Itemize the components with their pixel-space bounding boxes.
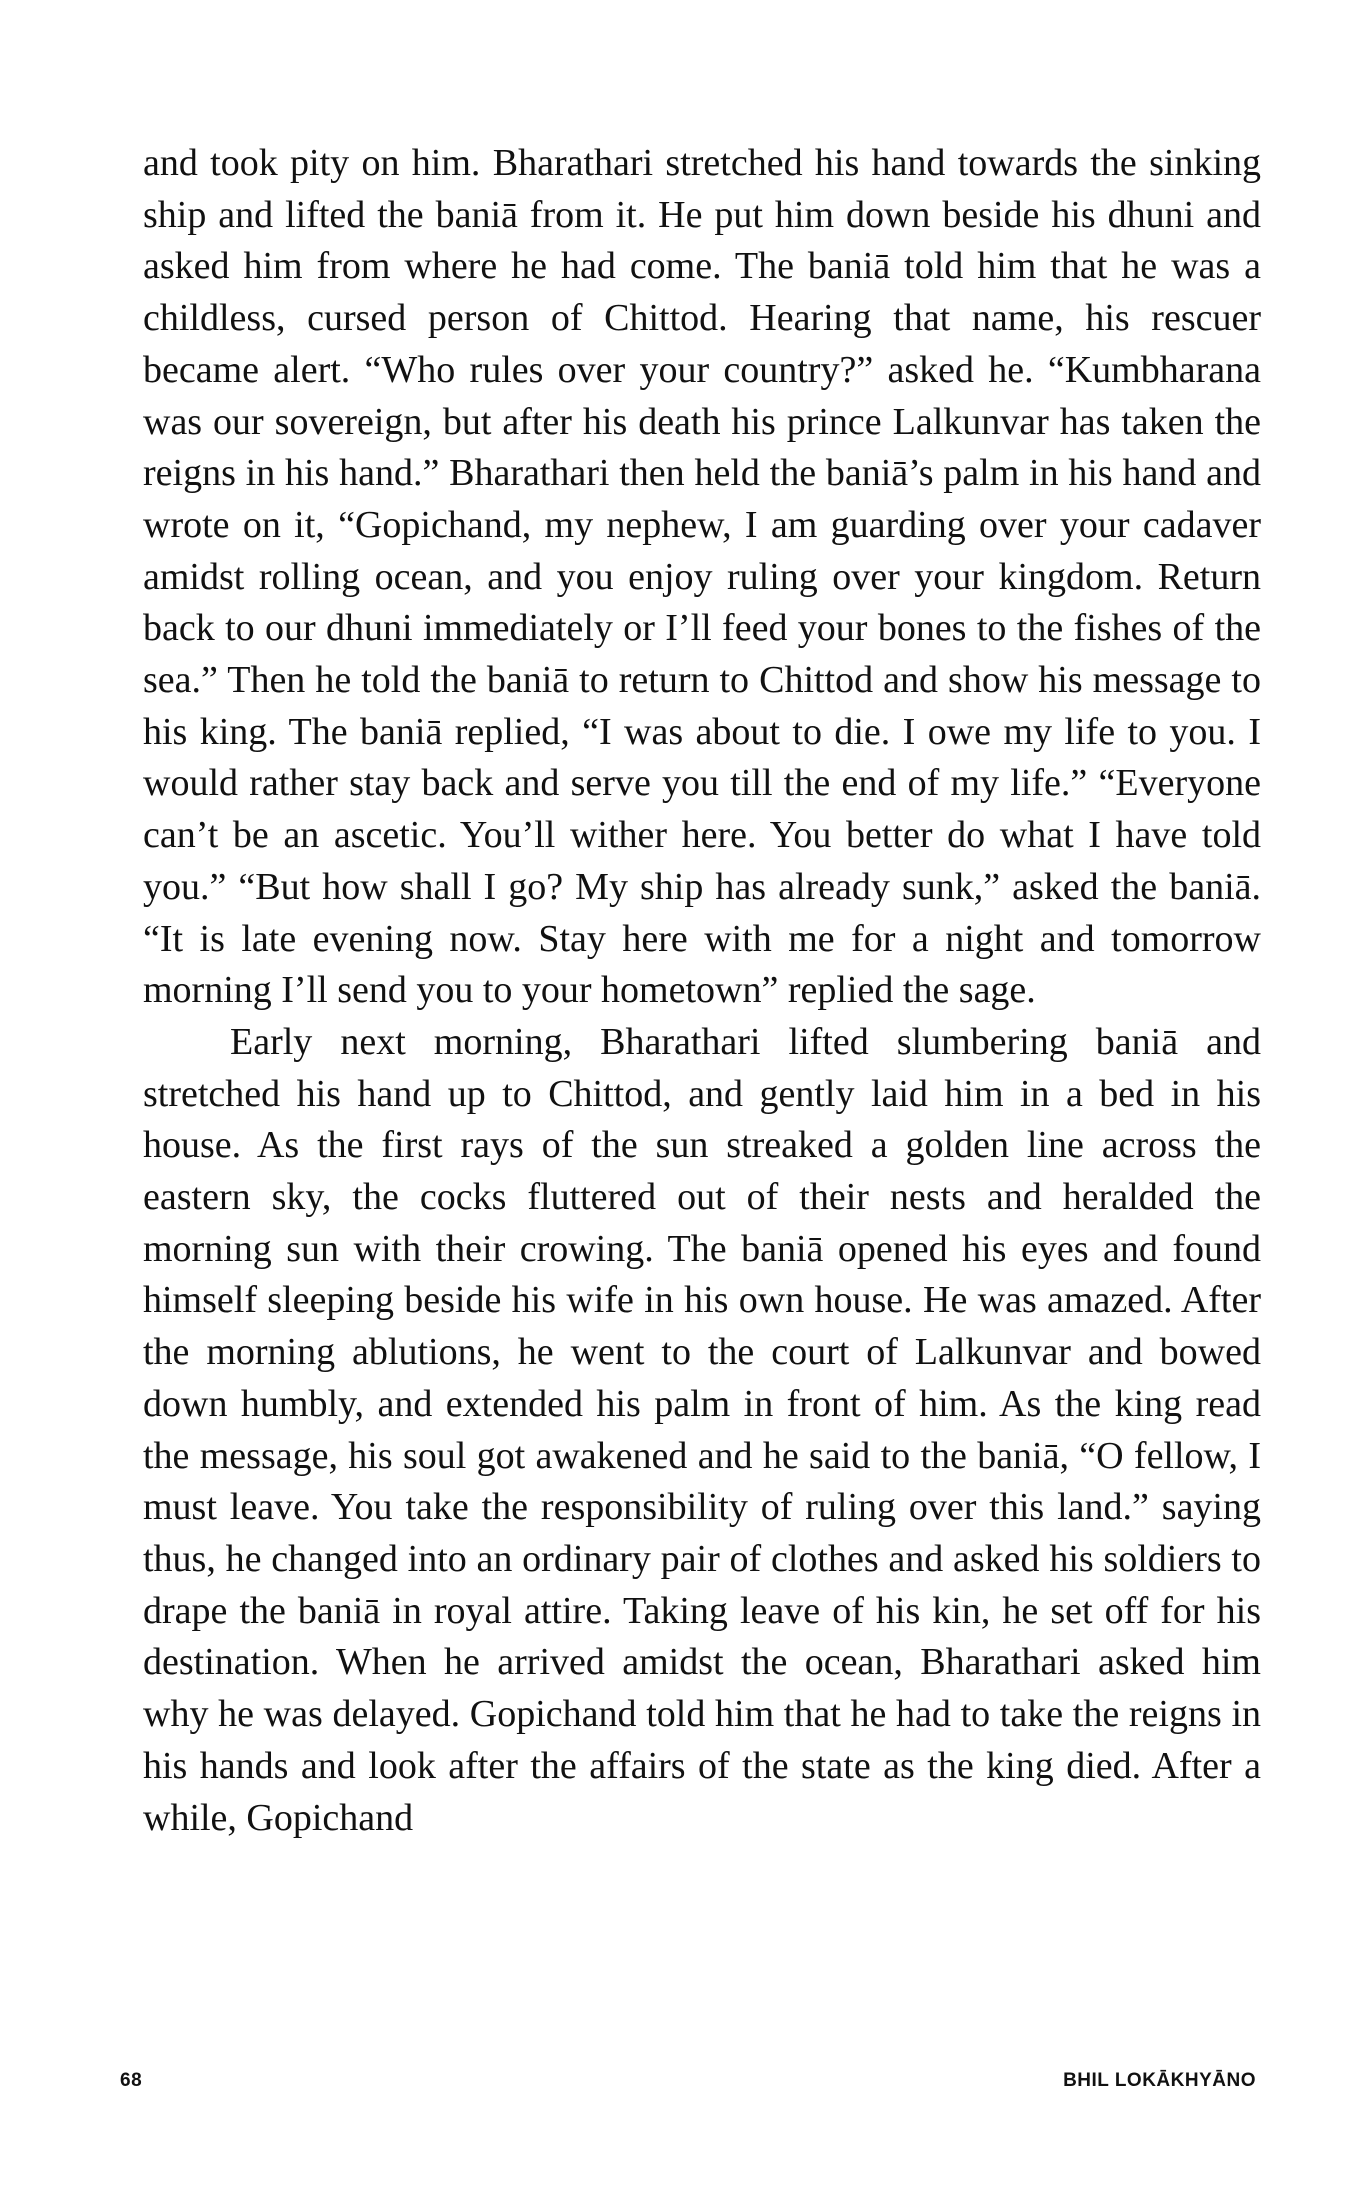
running-title: BHIL LOKĀKHYĀNO xyxy=(1063,2070,1256,2091)
body-text xyxy=(143,138,1261,1844)
page-content xyxy=(143,138,1261,1844)
page-number: 68 xyxy=(120,2070,143,2091)
page-footer xyxy=(120,2070,1256,2100)
paragraph-2: Early next morning, Bharathari lifted slumbering baniā and stretched his hand up to Chittod, and gently laid him in a bed in his house. As the first rays of the sun streaked a golden line across the eastern sky, the cocks fluttered out of their nests and heralded the morning sun with their crowing. The baniā opened his eyes and found himself sleeping beside his wife in his own house. He was amazed. After the morning ablutions, he went to the court of Lalkunvar and bowed down humbly, and extended his palm in front of him. As the king read the message, his soul got awakened and he said to the baniā, “O fellow, I must leave. You take the responsibility of ruling over this land.” saying thus, he changed into an ordinary pair of clothes and asked his soldiers to drape the baniā in royal attire. Taking leave of his kin, he set off for his destination. When he arrived amidst the ocean, Bharathari asked him why he was delayed. Gopichand told him that he had to take the reigns in his hands and look after the affairs of the state as the king died. After a while, Gopichand xyxy=(143,1020,1261,1839)
paragraph-1: and took pity on him. Bharathari stretched his hand towards the sinking ship and lifted the baniā from it. He put him down beside his dhuni and asked him from where he had come. The baniā told him that he was a childless, cursed person of Chittod. Hearing that name, his rescuer became alert. “Who rules over your country?” asked he. “Kumbharana was our sovereign, but after his death his prince Lalkunvar has taken the reigns in his hand.” Bharathari then held the baniā’s palm in his hand and wrote on it, “Gopichand, my nephew, I am guarding over your cadaver amidst rolling ocean, and you enjoy ruling over your kingdom. Return back to our dhuni immediately or I’ll feed your bones to the fishes of the sea.” Then he told the baniā to return to Chittod and show his message to his king. The baniā replied, “I was about to die. I owe my life to you. I would rather stay back and serve you till the end of my life.” “Everyone can’t be an ascetic. You’ll wither here. You better do what I have told you.” “But how shall I go? My ship has already sunk,” asked the baniā. “It is late evening now. Stay here with me for a night and tomorrow morning I’ll send you to your hometown” replied the sage. xyxy=(143,142,1261,1012)
